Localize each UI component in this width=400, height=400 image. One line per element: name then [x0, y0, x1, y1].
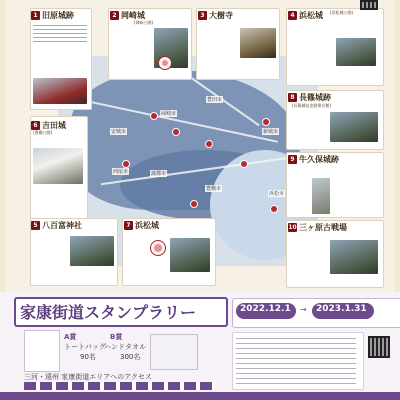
site-description — [33, 22, 87, 42]
map-city-label: 安城市 — [111, 129, 127, 135]
site-photo — [330, 112, 378, 142]
map-city-label: 豊田市 — [207, 97, 223, 103]
site-title: 7 浜松城 — [124, 220, 159, 231]
prize-b-count: 300名 — [120, 353, 141, 361]
site-title: 8 長篠城跡 — [288, 92, 331, 103]
qr-code[interactable] — [360, 0, 378, 10]
map-pin[interactable] — [262, 118, 270, 126]
site-title: 3 大樹寺 — [198, 10, 233, 21]
prize-a-name: トートバッグ — [64, 343, 106, 351]
site-title: 5 八百富神社 — [31, 220, 82, 231]
site-subtitle: (浜松城公園) — [330, 10, 354, 15]
qr-code[interactable] — [368, 336, 390, 358]
rally-instructions-text — [236, 336, 356, 384]
map-city-label: 新城市 — [263, 129, 279, 135]
start-date-text: 2022.12.1 — [240, 304, 291, 314]
site-subtitle: (岡崎公園) — [134, 20, 154, 25]
prize-b-label: B賞 — [110, 333, 123, 341]
prize-a-label: A賞 — [64, 333, 77, 341]
site-subtitle: (長篠城址史跡保存館) — [292, 103, 332, 108]
access-heading: 三河・遠州 家康街道エリアへのアクセス — [24, 373, 152, 381]
stamp-rally-title: 家康街道スタンプラリー — [20, 303, 197, 322]
site-photo — [170, 238, 210, 272]
map-pin[interactable] — [190, 200, 198, 208]
site-photo — [312, 178, 330, 214]
map-city-label: 岡崎市 — [161, 111, 177, 117]
access-route-bar — [24, 382, 214, 390]
site-photo — [70, 236, 114, 266]
end-date-text: 2023.1.31 — [316, 304, 367, 314]
prize-a-count: 90名 — [80, 353, 96, 361]
map-city-label: 浜松市 — [269, 191, 285, 197]
map-pin[interactable] — [150, 112, 158, 120]
site-title: 6 吉田城 — [31, 120, 66, 131]
tote-bag-image — [24, 330, 60, 372]
map-pin[interactable] — [122, 160, 130, 168]
map-city-label: 豊橋市 — [206, 186, 222, 192]
site-title: 9 牛久保城跡 — [288, 154, 339, 165]
site-subtitle: (豊橋公園) — [33, 130, 53, 135]
site-title: 2 岡崎城 — [110, 10, 145, 21]
goshuin-seal — [158, 56, 172, 70]
map-pin[interactable] — [205, 140, 213, 148]
goshuin-seal — [150, 240, 166, 256]
range-arrow-icon: → — [300, 305, 307, 314]
site-photo — [330, 240, 378, 274]
site-title: 10 三ヶ原古戦場 — [288, 223, 347, 232]
map-pin[interactable] — [172, 128, 180, 136]
site-photo — [240, 28, 276, 58]
site-photo — [33, 78, 87, 104]
site-photo — [33, 148, 83, 184]
site-title: 1 旧原城跡 — [31, 10, 74, 21]
map-pin[interactable] — [270, 205, 278, 213]
site-photo — [336, 38, 376, 66]
site-title: 4 浜松城 — [288, 10, 323, 21]
map-city-label: 西尾市 — [113, 169, 129, 175]
map-pin[interactable] — [240, 160, 248, 168]
map-city-label: 蒲郡市 — [151, 171, 167, 177]
prize-b-name: ハンドタオル — [104, 343, 146, 351]
hand-towel-image — [150, 334, 198, 370]
footer-bar — [0, 392, 400, 400]
